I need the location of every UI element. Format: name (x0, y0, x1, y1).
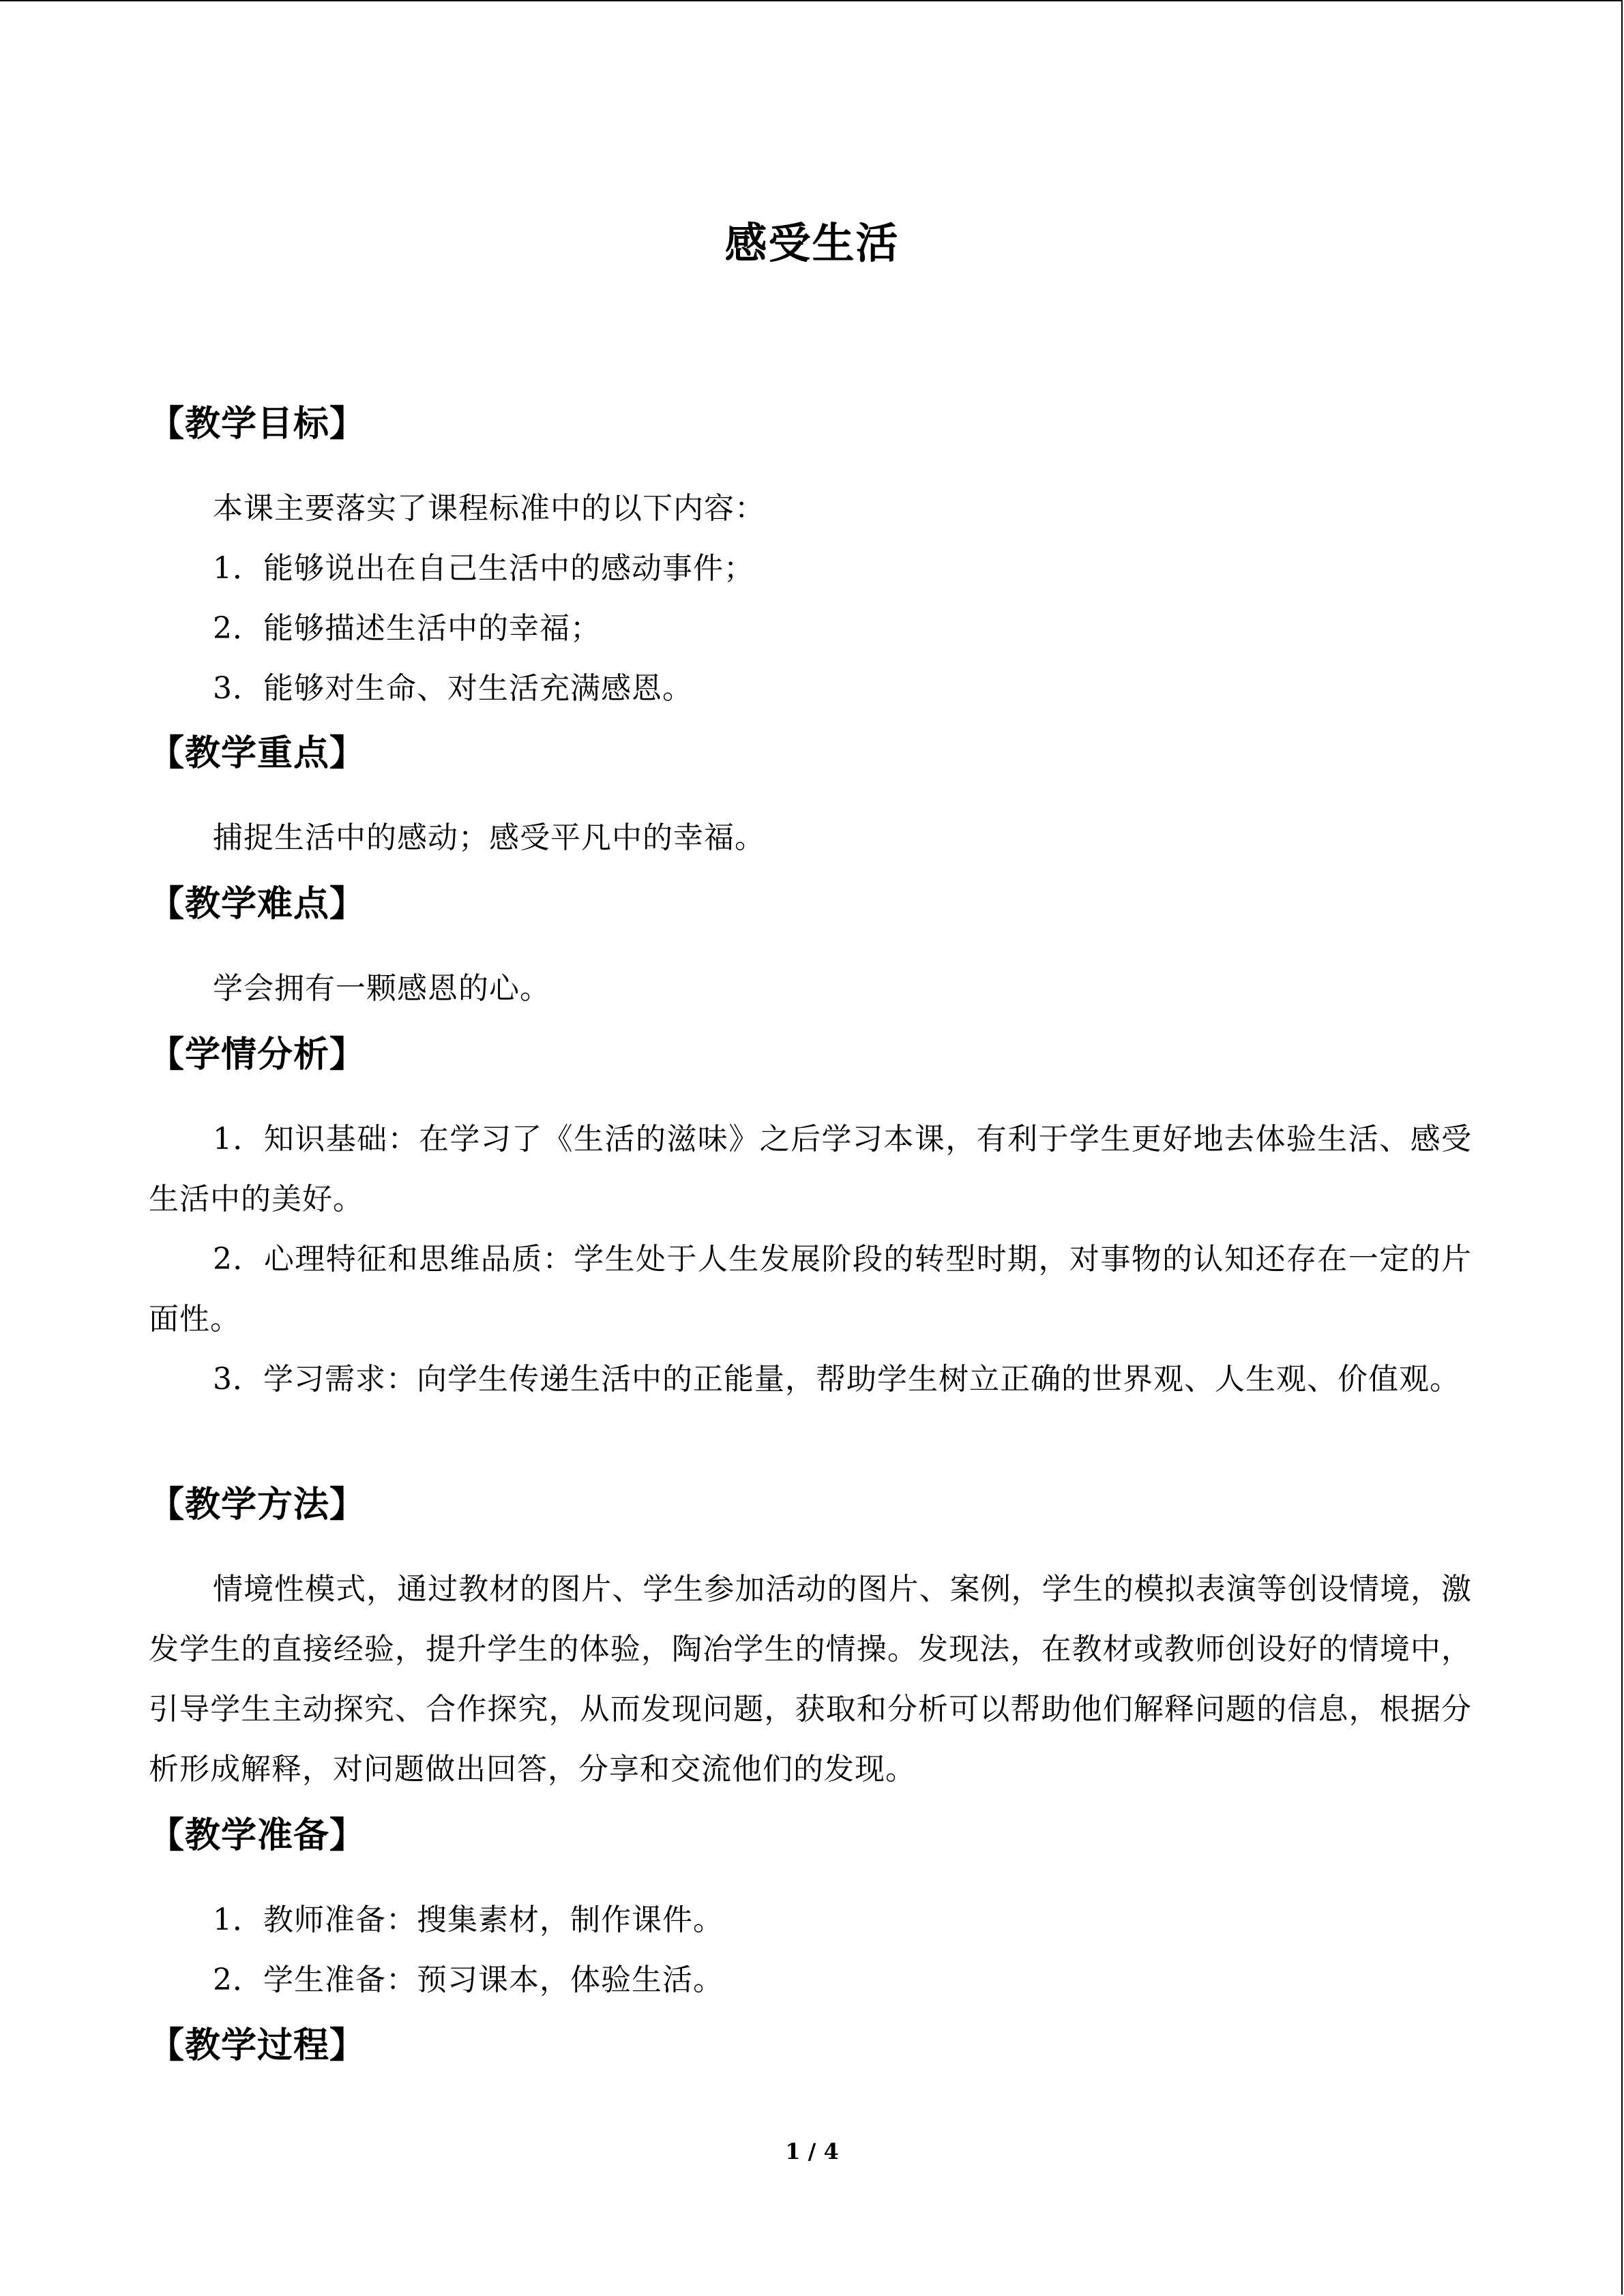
heading-objectives: 【教学目标】 (149, 403, 366, 445)
analysis-item-1: 1．知识基础：在学习了《生活的滋味》之后学习本课，有利于学生更好地去体验生活、感受生活中的美好。 (149, 1122, 1472, 1217)
document-title: 感受生活 (724, 218, 900, 268)
objectives-item-1: 1．能够说出在自己生活中的感动事件； (213, 551, 754, 586)
heading-preparation: 【教学准备】 (149, 1815, 366, 1856)
preparation-item-1: 1．教师准备：搜集素材，制作课件。 (213, 1903, 724, 1937)
key-points-text: 捕捉生活中的感动；感受平凡中的幸福。 (213, 820, 765, 855)
objectives-item-3: 3．能够对生命、对生活充满感恩。 (213, 671, 693, 706)
analysis-item-2: 2．心理特征和思维品质：学生处于人生发展阶段的转型时期，对事物的认知还存在一定的片面性。 (149, 1242, 1472, 1337)
heading-process: 【教学过程】 (149, 2025, 366, 2066)
analysis-item-3: 3．学习需求：向学生传递生活中的正能量，帮助学生树立正确的世界观、人生观、价值观。 (213, 1362, 1460, 1397)
objectives-intro: 本课主要落实了课程标准中的以下内容： (213, 491, 765, 526)
objectives-item-2: 2．能够描述生活中的幸福； (213, 611, 601, 646)
methods-text: 情境性模式，通过教材的图片、学生参加活动的图片、案例，学生的模拟表演等创设情境，激发学生的直接经验，提升学生的体验，陶冶学生的情操。发现法，在教材或教师创设好的情境中，引导学生主动探究、合作探究，从而发现问题，获取和分析可以帮助他们解释问题的信息，根据分析形成解释，对问题做出回答，分享和交流他们的发现。 (149, 1572, 1472, 1787)
heading-key-points: 【教学重点】 (149, 732, 366, 774)
heading-analysis: 【学情分析】 (149, 1034, 366, 1075)
page-number: 1 / 4 (785, 2138, 839, 2164)
heading-difficulties: 【教学难点】 (149, 883, 366, 925)
preparation-item-2: 2．学生准备：预习课本，体验生活。 (213, 1963, 724, 1997)
heading-methods: 【教学方法】 (149, 1484, 366, 1525)
difficulties-text: 学会拥有一颗感恩的心。 (213, 971, 550, 1006)
